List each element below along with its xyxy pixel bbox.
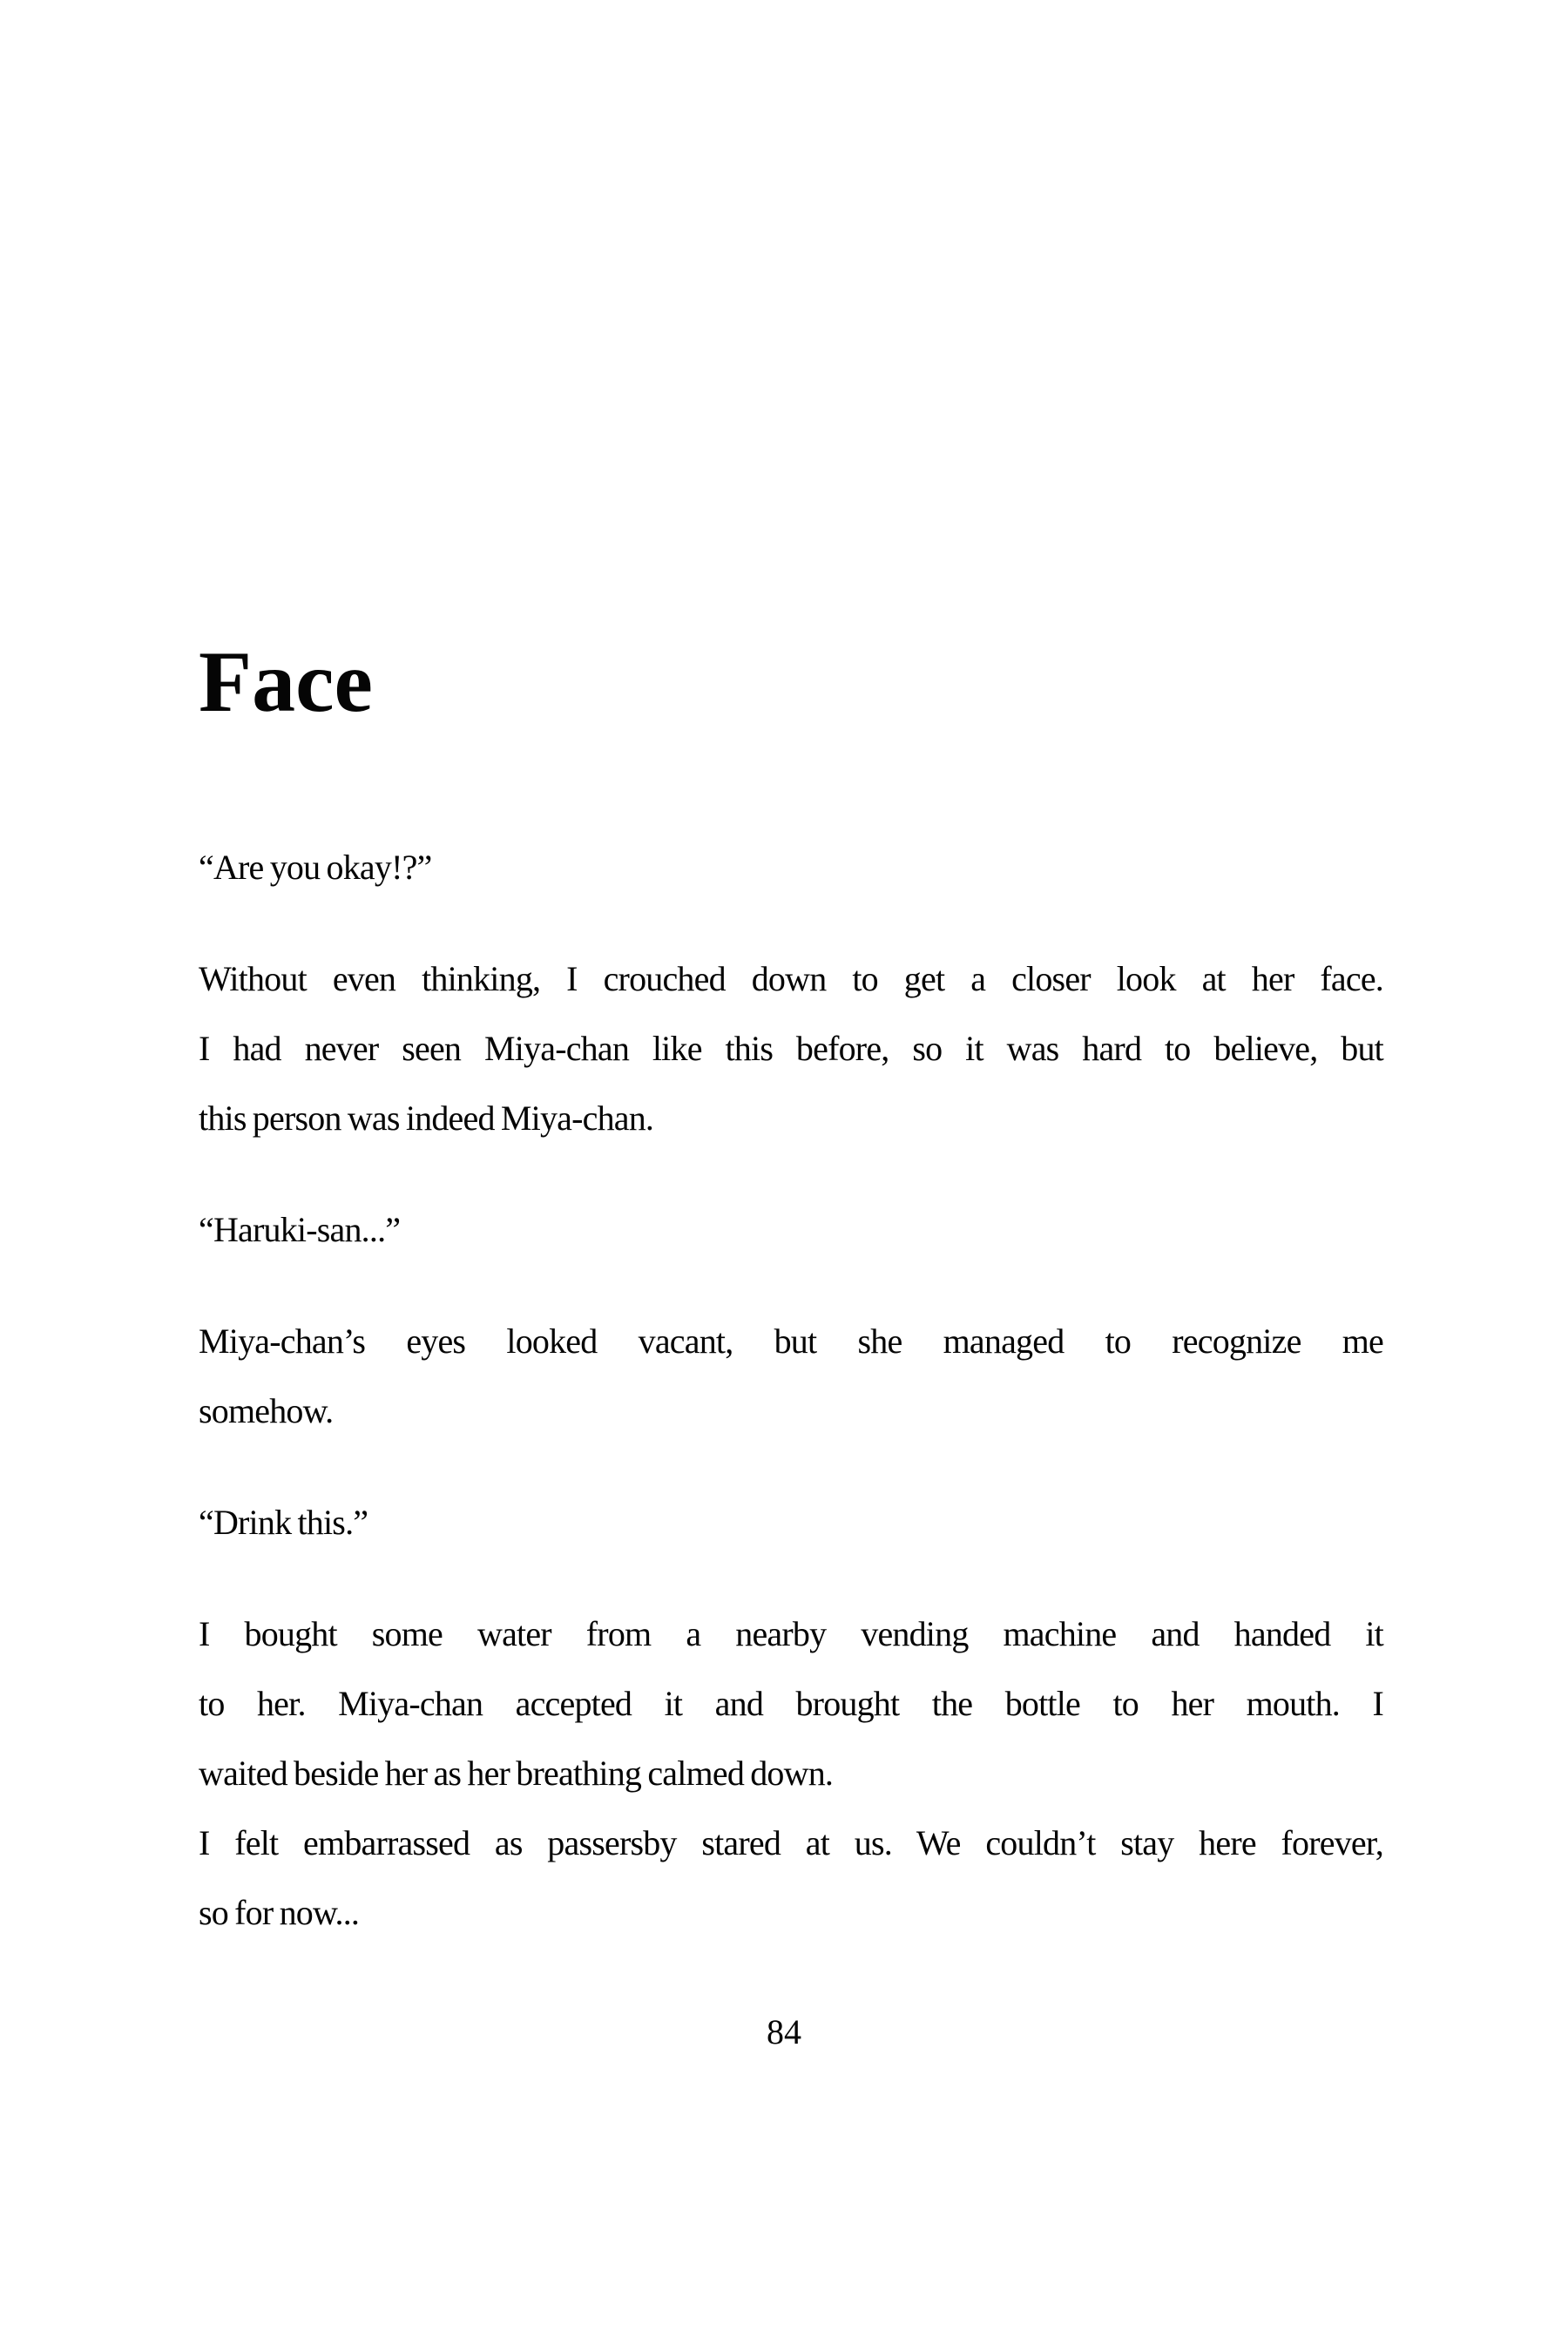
narration-paragraph [199, 944, 1383, 1153]
text-line: “Are you okay!?” [199, 848, 432, 887]
narration-paragraph [199, 1307, 1383, 1446]
chapter-title: Face [199, 633, 373, 730]
text-line: Without even thinking, I crouched down to get a closer look at her face. [199, 959, 1383, 998]
text-line: I bought some water from a nearby vending machine and handed it [199, 1614, 1383, 1653]
dialogue-paragraph [199, 833, 1383, 902]
text-line: somehow. [199, 1391, 334, 1430]
dialogue-paragraph [199, 1195, 1383, 1265]
text-line: waited beside her as her breathing calmed down. [199, 1754, 834, 1793]
page-number: 84 [767, 2012, 801, 2051]
text-line: this person was indeed Miya-chan. [199, 1098, 654, 1138]
narration-paragraph [199, 1808, 1383, 1948]
text-line: so for now... [199, 1893, 360, 1932]
text-line: I felt embarrassed as passersby stared at us. We couldn’t stay here forever, [199, 1823, 1383, 1862]
text-line: Miya-chan’s eyes looked vacant, but she managed to recognize me [199, 1321, 1383, 1361]
narration-paragraph [199, 1599, 1383, 1808]
text-line: “Haruki-san...” [199, 1210, 401, 1249]
text-line: to her. Miya-chan accepted it and brought the bottle to her mouth. I [199, 1684, 1383, 1723]
dialogue-paragraph [199, 1488, 1383, 1558]
text-line: “Drink this.” [199, 1503, 368, 1542]
body-text [199, 833, 1383, 1948]
text-line: I had never seen Miya-chan like this before, so it was hard to believe, but [199, 1029, 1383, 1068]
